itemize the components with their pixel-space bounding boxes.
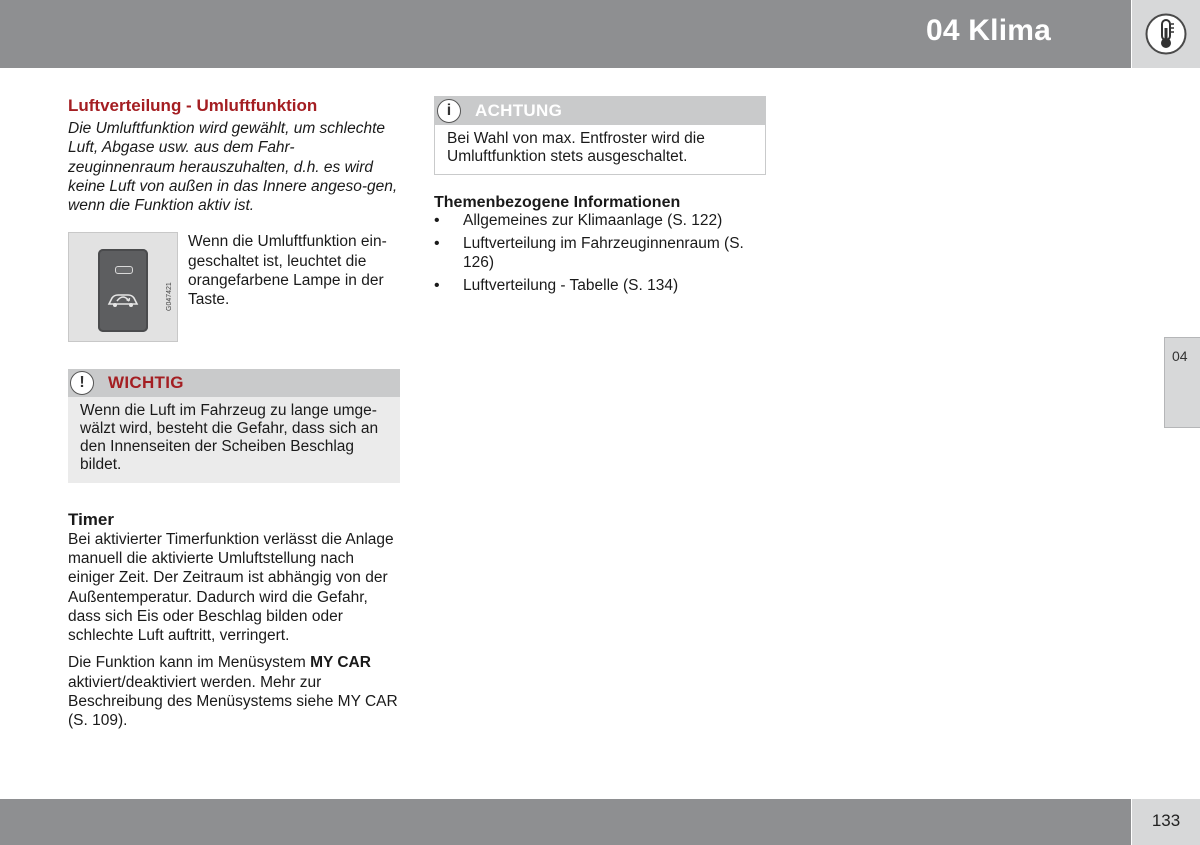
chapter-side-tab-label: 04 — [1172, 348, 1188, 364]
menu-text-bold: MY CAR — [310, 654, 371, 672]
note-text: Bei Wahl von max. Entfroster wird die Umluftfunktion stets ausgeschaltet. — [435, 125, 765, 174]
thermometer-icon — [1144, 12, 1188, 56]
page-number-box — [1132, 799, 1200, 845]
right-column — [434, 96, 766, 301]
note-box — [434, 96, 766, 175]
figure-row — [68, 232, 400, 344]
footer-bar — [0, 799, 1131, 845]
menu-text-after: aktiviert/deaktiviert werden. Mehr zur Beschreibung des Menüsystems siehe MY CAR (S. 109). — [68, 673, 398, 730]
warning-header — [68, 369, 400, 397]
related-link[interactable]: • Luftverteilung im Fahrzeuginnenraum (S. 126) — [434, 235, 766, 272]
menu-paragraph — [68, 653, 400, 730]
warning-box — [68, 369, 400, 482]
chapter-title: 04 Klima — [926, 14, 1051, 47]
left-column — [68, 96, 400, 731]
header-bar — [0, 0, 1131, 68]
indicator-lamp — [115, 266, 133, 274]
note-title: ACHTUNG — [475, 101, 563, 120]
related-list — [434, 212, 766, 296]
timer-heading: Timer — [68, 509, 114, 529]
warning-text: Wenn die Luft im Fahrzeug zu lange umge-wälzt wird, besteht die Gefahr, dass sich an den Innenseiten der Scheiben Beschlag bildet. — [80, 402, 379, 473]
timer-paragraph: Bei aktivierter Timerfunktion verlässt die Anlage manuell die aktivierte Umluftstellung nach einiger Zeit. Der Zeitraum ist abhängig von der Außentemperatur. Dadurch wird die Gefahr, dass sich Eis oder Beschlag bilden oder schlechte Luft auftritt, verringert. — [68, 530, 394, 645]
figure-code: G047421 — [166, 282, 173, 312]
chapter-icon-box — [1132, 0, 1200, 68]
menu-text-before: Die Funktion kann im Menüsystem — [68, 654, 311, 672]
car-recirculation-icon — [106, 289, 140, 309]
related-link[interactable]: • Luftverteilung - Tabelle (S. 134) — [434, 277, 766, 296]
section-heading: Luftverteilung - Umluftfunktion — [68, 96, 318, 115]
related-heading: Themenbezogene Informationen — [434, 193, 681, 211]
figure-caption: Wenn die Umluftfunktion ein-geschaltet ist, leuchtet die orangefarbene Lampe in der Taste. — [188, 233, 387, 309]
warning-title: WICHTIG — [108, 373, 184, 393]
note-header — [435, 97, 765, 125]
intro-text: Die Umluftfunktion wird gewählt, um schlechte Luft, Abgase usw. aus dem Fahr-zeuginnenraum herauszuhalten, d.h. es wird keine Luft von außen in das Innere angeso-gen, wenn die Funktion aktiv ist. — [68, 120, 398, 215]
chapter-side-tab[interactable] — [1164, 337, 1200, 428]
recirculation-button-icon — [98, 249, 148, 332]
page-number: 133 — [1151, 811, 1181, 830]
exclamation-icon: ! — [70, 371, 94, 395]
recirculation-button-figure — [68, 232, 178, 342]
info-icon: i — [437, 99, 461, 123]
related-link[interactable]: • Allgemeines zur Klimaanlage (S. 122) — [434, 212, 766, 231]
